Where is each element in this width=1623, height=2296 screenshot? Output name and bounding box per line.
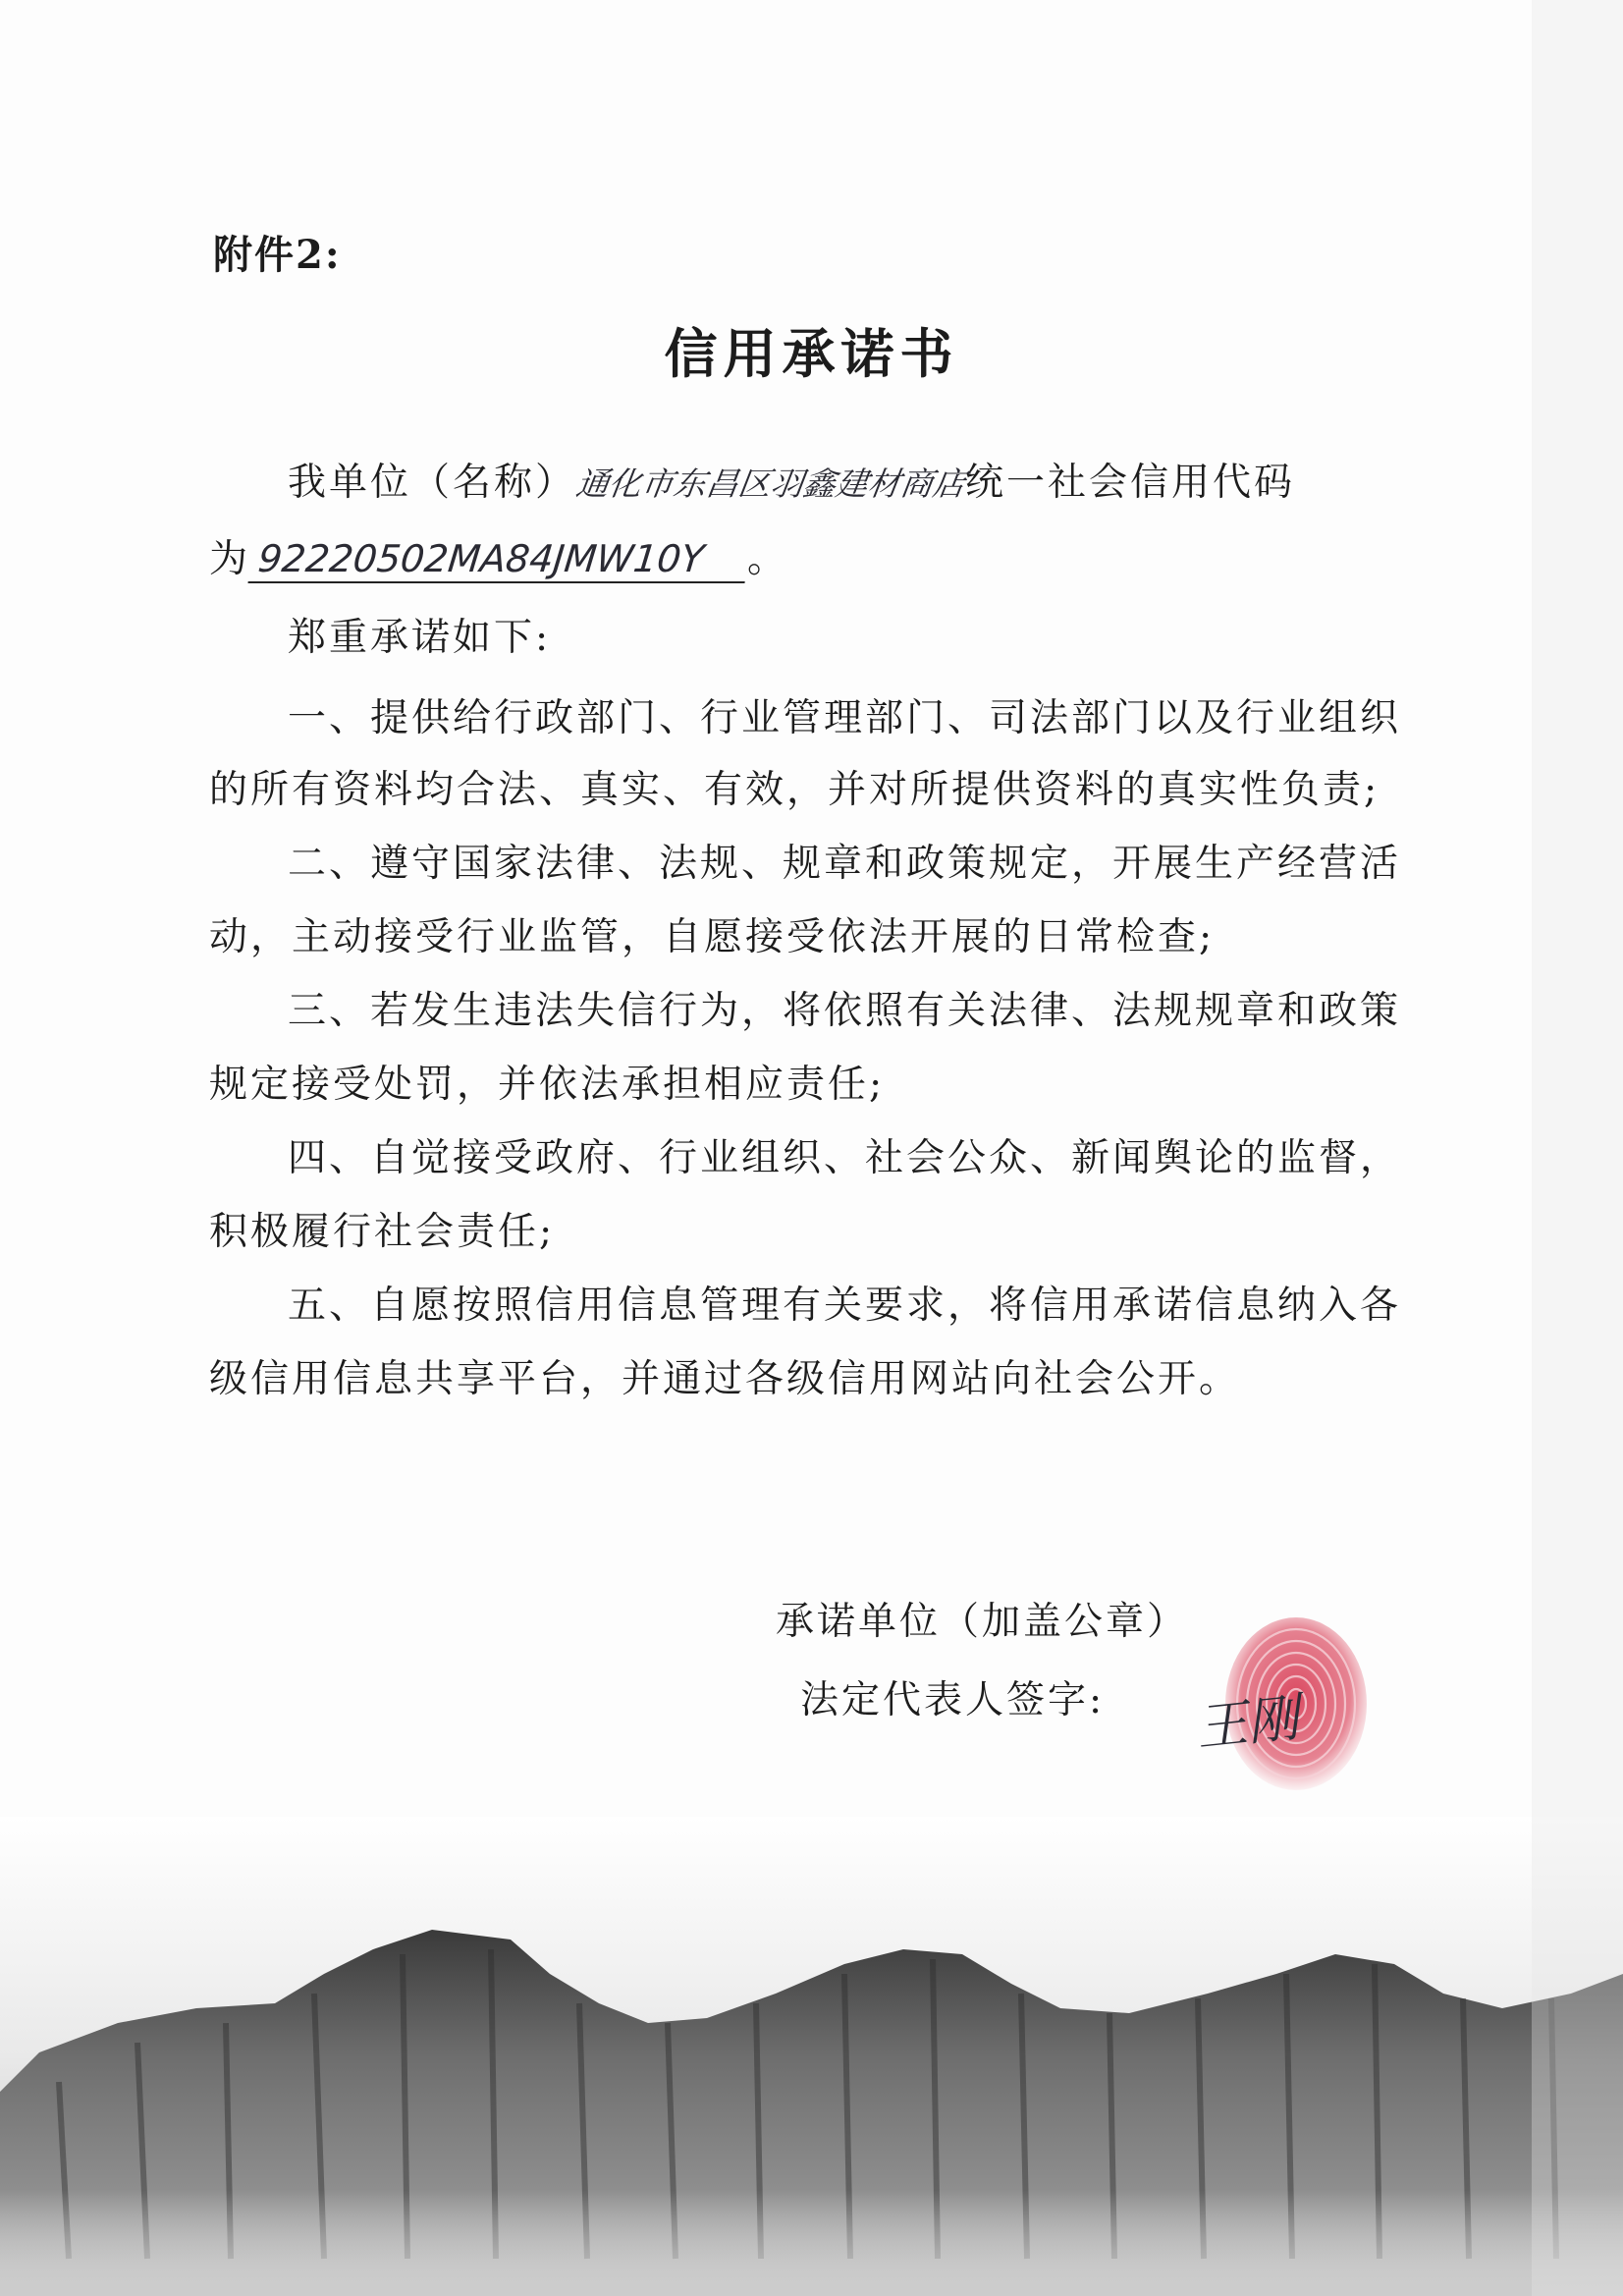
intro-line-2 (209, 535, 788, 584)
pledge-item-5-line-2: 级信用信息共享平台，并通过各级信用网站向社会公开。 (209, 1357, 1241, 1401)
attachment-label: 附件2: (213, 232, 342, 278)
pledge-item-3-line-1: 三、若发生违法失信行为，将依照有关法律、法规规章和政策 (288, 989, 1402, 1033)
intro-line-1 (288, 459, 1295, 508)
code-suffix: 。 (747, 537, 789, 581)
pledge-item-2-line-2: 动，主动接受行业监管，自愿接受依法开展的日常检查; (209, 915, 1216, 959)
document-title: 信用承诺书 (664, 322, 959, 385)
legal-representative-signature: 王刚 (1193, 1688, 1302, 1759)
code-prefix: 为 (209, 537, 251, 581)
pledge-item-1-line-2: 的所有资料均合法、真实、有效，并对所提供资料的真实性负责; (209, 768, 1380, 812)
pledge-item-3-line-2: 规定接受处罚，并依法承担相应责任; (209, 1063, 886, 1107)
intro-prefix: 我单位（名称） (288, 461, 577, 505)
unit-name-handwritten: 通化市东昌区羽鑫建材商店 (573, 465, 968, 503)
pledge-item-5-line-1: 五、自愿按照信用信息管理有关要求，将信用承诺信息纳入各 (288, 1284, 1402, 1328)
pledge-heading: 郑重承诺如下: (288, 616, 552, 660)
legal-representative-label: 法定代表人签字: (800, 1678, 1106, 1722)
pledge-item-2-line-1: 二、遵守国家法律、法规、规章和政策规定，开展生产经营活 (288, 842, 1402, 886)
credit-code-label: 统一社会信用代码 (965, 461, 1296, 505)
committing-unit-label: 承诺单位（加盖公章） (776, 1600, 1189, 1644)
pledge-item-4-line-1: 四、自觉接受政府、行业组织、社会公众、新闻舆论的监督， (288, 1136, 1402, 1180)
credit-code-handwritten: 92220502MA84JMW10Y (247, 536, 749, 583)
pledge-item-4-line-2: 积极履行社会责任; (209, 1210, 556, 1254)
pledge-item-1-line-1: 一、提供给行政部门、行业管理部门、司法部门以及行业组织 (288, 696, 1402, 740)
